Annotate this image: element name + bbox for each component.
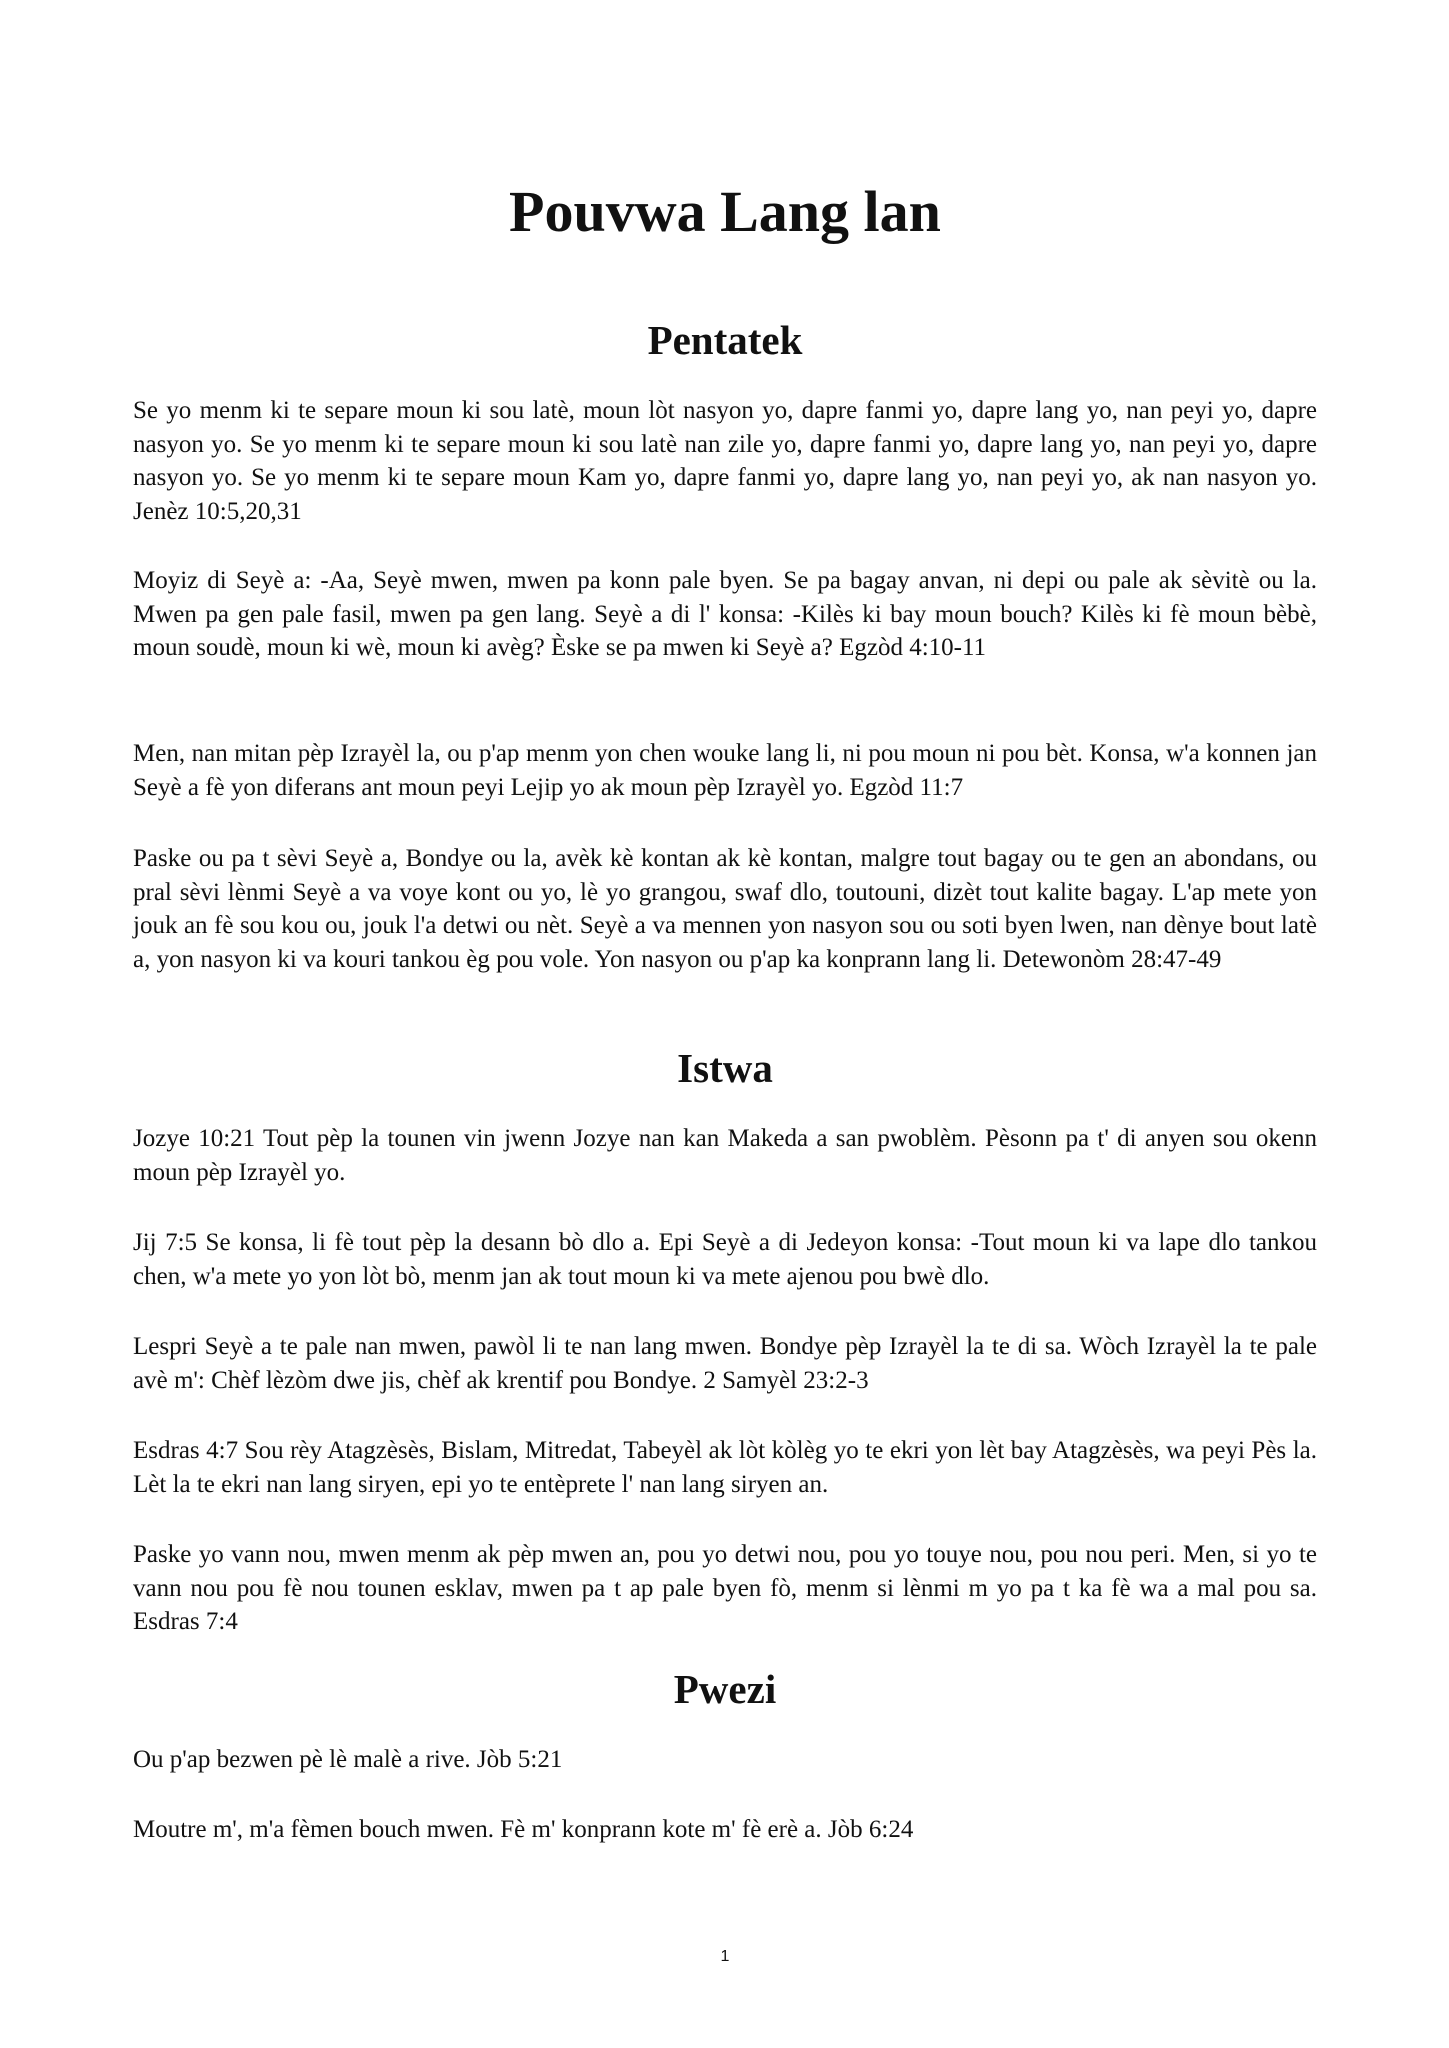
section-heading-pentatek: Pentatek: [647, 317, 803, 363]
section-heading-pwezi: Pwezi: [673, 1666, 777, 1712]
document-title: Pouvwa Lang lan: [509, 179, 941, 244]
paragraph: Paske yo vann nou, mwen menm ak pèp mwen an, pou yo detwi nou, pou yo touye nou, pou nou peri. Men, si yo te vann nou pou fè nou tounen esklav, mwen pa t ap pale byen fò, menm si lènmi m yo pa t ka fè wa a mal pou sa. Esdras 7:4: [133, 1541, 1317, 1635]
paragraph: Esdras 4:7 Sou rèy Atagzèsès, Bislam, Mitredat, Tabeyèl ak lòt kòlèg yo te ekri yon lèt bay Atagzèsès, wa peyi Pès la. Lèt la te ekri nan lang siryen, epi yo te entèprete l' nan lang siryen an.: [133, 1437, 1317, 1498]
section-heading-istwa: Istwa: [677, 1045, 773, 1091]
document-page: [133, 0, 1317, 2048]
paragraph: Jozye 10:21 Tout pèp la tounen vin jwenn Jozye nan kan Makeda a san pwoblèm. Pèsonn pa t' di anyen sou okenn moun pèp Izrayèl yo.: [133, 1125, 1317, 1186]
paragraph: Ou p'ap bezwen pè lè malè a rive. Jòb 5:21: [133, 1746, 563, 1773]
paragraph: Moutre m', m'a fèmen bouch mwen. Fè m' konprann kote m' fè erè a. Jòb 6:24: [133, 1816, 914, 1843]
paragraph: Lespri Seyè a te pale nan mwen, pawòl li te nan lang mwen. Bondye pèp Izrayèl la te di sa. Wòch Izrayèl la te pale avè m': Chèf lèzòm dwe jis, chèf ak krentif pou Bondye. 2 Samyèl 23:2-3: [133, 1333, 1317, 1394]
page-number: 1: [720, 1948, 730, 1965]
paragraph: Se yo menm ki te separe moun ki sou latè, moun lòt nasyon yo, dapre fanmi yo, dapre lang yo, nan peyi yo, dapre nasyon yo. Se yo menm ki te separe moun ki sou latè nan zile yo, dapre fanmi yo, dapre lang yo, nan peyi yo, dapre nasyon yo. Se yo menm ki te separe moun Kam yo, dapre fanmi yo, dapre lang yo, nan peyi yo, ak nan nasyon yo. Jenèz 10:5,20,31: [133, 397, 1317, 525]
paragraph: Paske ou pa t sèvi Seyè a, Bondye ou la, avèk kè kontan ak kè kontan, malgre tout bagay ou te gen an abondans, ou pral sèvi lènmi Seyè a va voye kont ou yo, lè yo grangou, swaf dlo, toutouni, dizèt tout kalite bagay. L'ap mete yon jouk an fè sou kou ou, jouk l'a detwi ou nèt. Seyè a va mennen yon nasyon sou ou soti byen lwen, nan dènye bout latè a, yon nasyon ki va kouri tankou èg pou vole. Yon nasyon ou p'ap ka konprann lang li. Detewonòm 28:47-49: [133, 845, 1317, 973]
paragraph: Men, nan mitan pèp Izrayèl la, ou p'ap menm yon chen wouke lang li, ni pou moun ni pou bèt. Konsa, w'a konnen jan Seyè a fè yon diferans ant moun peyi Lejip yo ak moun pèp Izrayèl yo. Egzòd 11:7: [133, 740, 1317, 801]
paragraph: Jij 7:5 Se konsa, li fè tout pèp la desann bò dlo a. Epi Seyè a di Jedeyon konsa: -Tout moun ki va lape dlo tankou chen, w'a mete yo yon lòt bò, menm jan ak tout moun ki va mete ajenou pou bwè dlo.: [133, 1229, 1317, 1290]
paragraph: Moyiz di Seyè a: -Aa, Seyè mwen, mwen pa konn pale byen. Se pa bagay anvan, ni depi ou pale ak sèvitè ou la. Mwen pa gen pale fasil, mwen pa gen lang. Seyè a di l' konsa: -Kilès ki bay moun bouch? Kilès ki fè moun bèbè, moun soudè, moun ki wè, moun ki avèg? Èske se pa mwen ki Seyè a? Egzòd 4:10-11: [133, 567, 1317, 661]
